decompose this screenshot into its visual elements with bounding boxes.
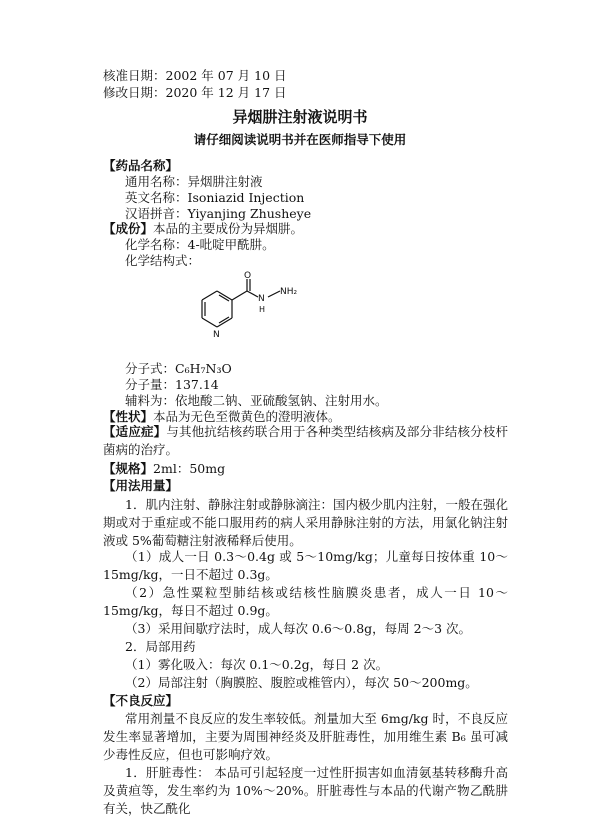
specification-line (103, 460, 225, 478)
document-subtitle: 请仔细阅读说明书并在医师指导下使用 (193, 132, 407, 147)
chemical-structure (180, 270, 310, 345)
section-heading-indications: 【适应症】 (103, 424, 167, 439)
excipients: 辅料为：依地酸二钠、亚硫酸氢钠、注射用水。 (125, 393, 388, 408)
indications-text: 与其他抗结核药联合用于各种类型结核病及部分非结核分枝杆菌病的治疗。 (103, 424, 508, 457)
approval-date: 核准日期：2002 年 07 月 10 日 (103, 68, 287, 83)
section-heading-specification: 【规格】 (103, 461, 154, 476)
dosage-paragraph-7: （2）局部注射（胸膜腔、腹腔或椎管内），每次 50～200mg。 (125, 675, 478, 690)
molecular-weight: 分子量：137.14 (125, 377, 219, 392)
revision-date: 修改日期：2020 年 12 月 17 日 (103, 85, 287, 100)
dosage-paragraph-6: （1）雾化吸入：每次 0.1～0.2g，每日 2 次。 (125, 657, 389, 672)
dosage-paragraph-2: （1）成人一日 0.3～0.4g 或 5～10mg/kg；儿童每日按体重 10～15mg/kg，一日不超过 0.3g。 (103, 549, 508, 582)
dosage-paragraph-5: 2．局部用药 (125, 639, 196, 654)
adverse-paragraph-1: 常用剂量不良反应的发生率较低。剂量加大至 6mg/kg 时，不良反应发生率显著增加，主要为周围神经炎及肝脏毒性，加用维生素 B₆ 虽可减少毒性反应，但也可影响疗效。 (103, 711, 508, 762)
section-heading-adverse: 【不良反应】 (103, 693, 179, 708)
document-title: 异烟肼注射液说明书 (232, 108, 368, 126)
section-heading-composition: 【成份】 (103, 221, 154, 236)
adverse-paragraph-2: 1．肝脏毒性： 本品可引起轻度一过性肝损害如血清氨基转移酶升高及黄疸等，发生率约为 10%～20%。肝脏毒性与本品的代谢产物乙酰肼有关，快乙酰化 (103, 765, 508, 816)
indications-paragraph (103, 423, 508, 459)
structure-oxygen-label: O (244, 271, 252, 281)
section-heading-dosage: 【用法用量】 (103, 478, 179, 493)
generic-name: 通用名称：异烟肼注射液 (125, 174, 263, 189)
formula-label: 分子式： (125, 361, 176, 376)
structure-label: 化学结构式： (125, 253, 201, 268)
english-name: 英文名称：Isoniazid Injection (125, 190, 305, 205)
dosage-paragraph-4: （3）采用间歇疗法时，成人每次 0.6～0.8g，每周 2～3 次。 (125, 621, 472, 636)
structure-nitrogen-label: N (258, 294, 265, 304)
specification-text: 2ml：50mg (153, 461, 226, 476)
section-heading-properties: 【性状】 (103, 409, 154, 424)
structure-hydrogen-label: H (259, 305, 266, 314)
properties-text: 本品为无色至微黄色的澄明液体。 (153, 409, 341, 424)
section-heading-drug-name: 【药品名称】 (103, 158, 179, 173)
pinyin-name: 汉语拼音：Yiyanjing Zhusheye (125, 206, 312, 221)
composition-text: 本品的主要成份为异烟肼。 (153, 221, 304, 236)
dosage-paragraph-3: （2）急性粟粒型肺结核或结核性脑膜炎患者，成人一日 10～15mg/kg，每日不超过 0.9g。 (103, 585, 508, 618)
formula-value: C₆H₇N₃O (175, 361, 232, 376)
chemical-name: 化学名称：4-吡啶甲酰肼。 (125, 237, 275, 252)
dosage-paragraph-1: 1．肌内注射、静脉注射或静脉滴注：国内极少肌内注射，一般在强化期或对于重症或不能口服用药的病人采用静脉注射的方法，用氯化钠注射液或 5%葡萄糖注射液稀释后使用。 (103, 497, 508, 548)
structure-ring-nitrogen-label: N (213, 330, 220, 340)
structure-nh2-label: NH₂ (280, 287, 298, 297)
